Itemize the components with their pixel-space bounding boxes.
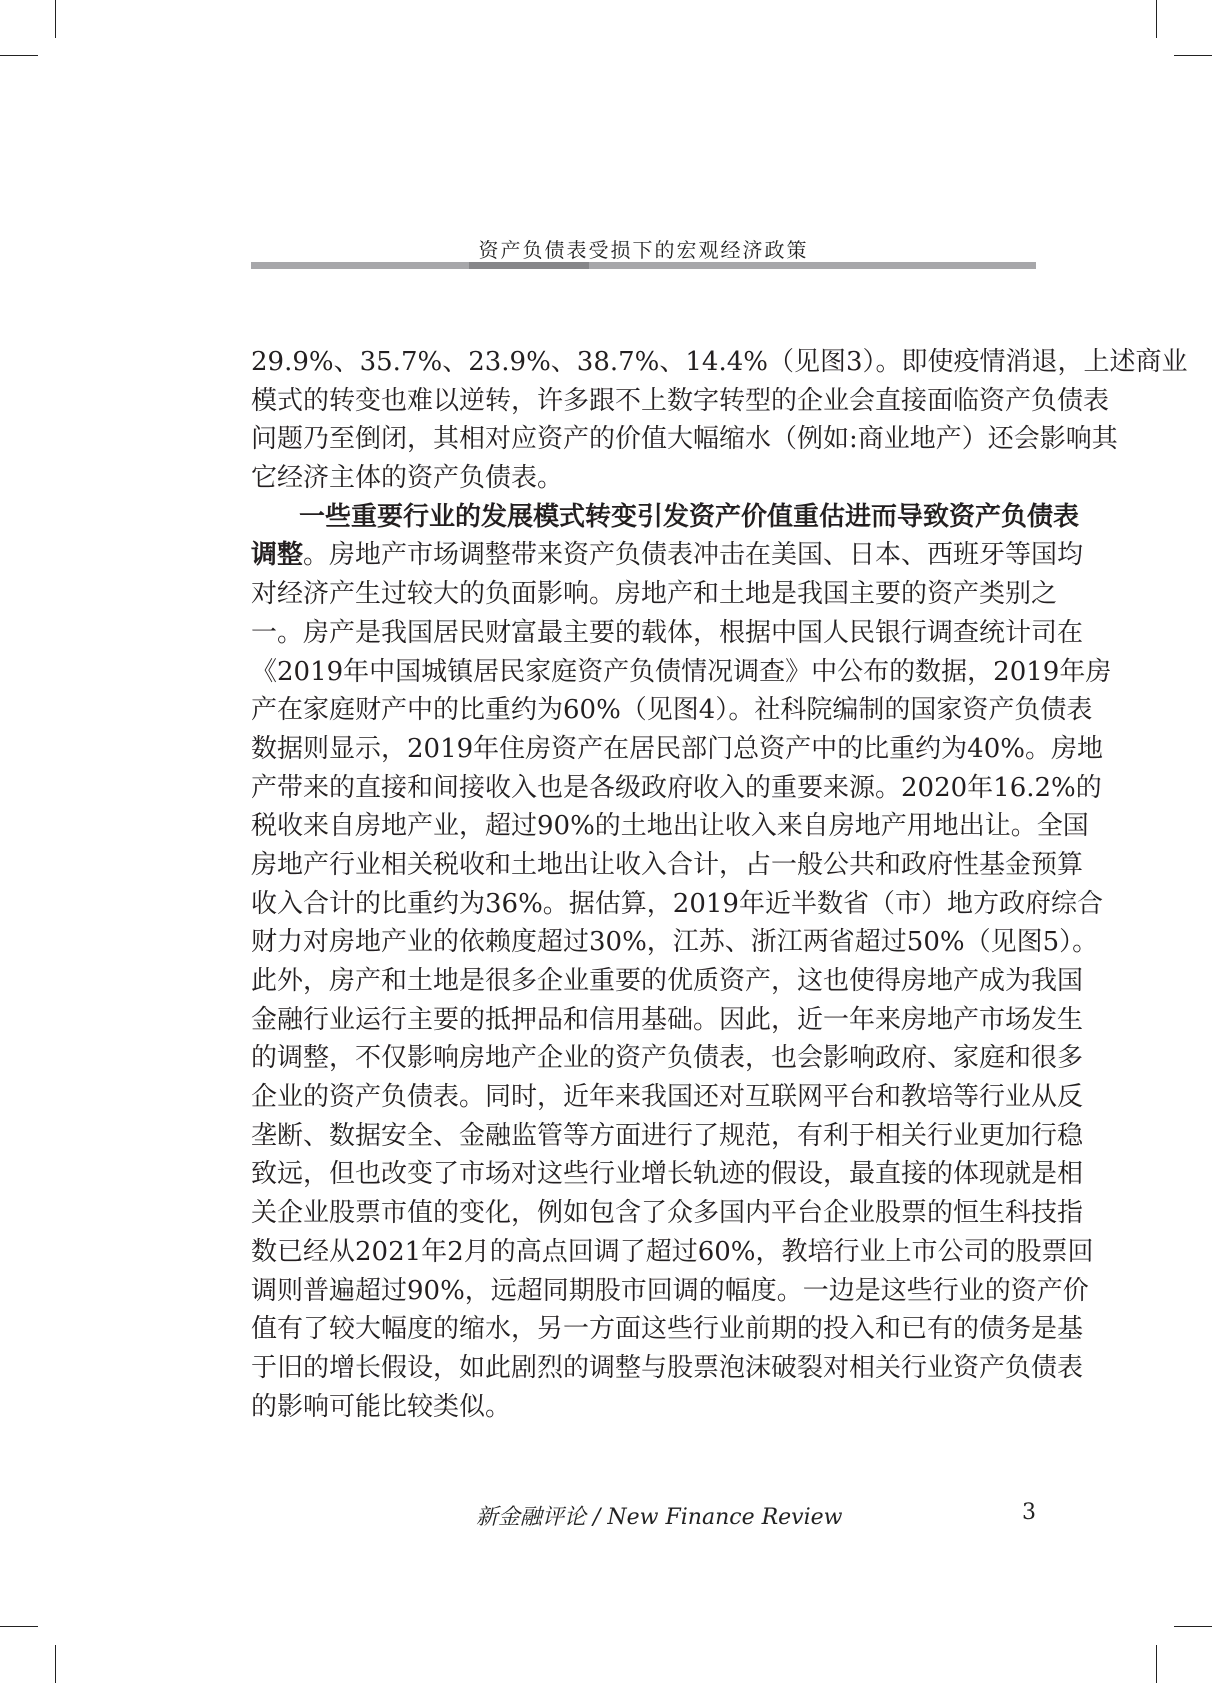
text-line	[251, 420, 1118, 459]
text-run: 此外，房产和土地是很多企业重要的优质资产，这也使得房地产成为我国	[251, 966, 1084, 996]
text-run: 数已经从2021年2月的高点回调了超过60%，教培行业上市公司的股票回	[251, 1236, 1094, 1267]
text-run: 企业的资产负债表。同时，近年来我国还对互联网平台和教培等行业从反	[251, 1082, 1084, 1113]
text-run: 财力对房地产业的依赖度超过30%，江苏、浙江两省超过50%（见图5）。	[251, 927, 1099, 958]
header-rule	[251, 262, 1036, 269]
text-run: 金融行业运行主要的抵押品和信用基础。因此，近一年来房地产市场发生	[251, 1004, 1084, 1035]
text-run: 致远，但也改变了市场对这些行业增长轨迹的假设，最直接的体现就是相	[251, 1159, 1084, 1190]
text-line	[251, 1233, 1094, 1272]
header-rule-accent	[469, 262, 589, 269]
bold-heading-text: 一些重要行业的发展模式转变引发资产价值重估进而导致资产负债表	[299, 501, 1080, 532]
text-run: 对经济产生过较大的负面影响。房地产和土地是我国主要的资产类别之	[251, 579, 1058, 610]
text-line	[251, 1310, 1084, 1349]
text-line	[251, 1272, 1089, 1311]
text-run: 数据则显示，2019年住房资产在居民部门总资产中的比重约为40%。房地	[251, 733, 1103, 764]
text-run: 的影响可能比较类似。	[251, 1391, 512, 1422]
text-line	[251, 730, 1103, 769]
text-line	[251, 962, 1084, 1001]
crop-mark	[0, 1626, 38, 1627]
text-line	[251, 575, 1058, 614]
text-line	[251, 1078, 1084, 1117]
text-line	[251, 769, 1102, 808]
body-text	[251, 343, 1188, 1426]
text-run: 它经济主体的资产负债表。	[251, 463, 564, 494]
crop-mark	[55, 0, 56, 38]
text-line	[251, 614, 1084, 653]
running-head-title: 资产负债表受损下的宏观经济政策	[478, 238, 809, 262]
footer-journal-name: 新金融评论 / New Finance Review	[476, 1505, 843, 1530]
text-line	[251, 498, 1080, 537]
text-run: 产在家庭财产中的比重约为60%（见图4）。社科院编制的国家资产负债表	[251, 695, 1093, 726]
text-run: 一。房产是我国居民财富最主要的载体，根据中国人民银行调查统计司在	[251, 617, 1084, 648]
text-line	[251, 923, 1099, 962]
text-run: 于旧的增长假设，如此剧烈的调整与股票泡沫破裂对相关行业资产负债表	[251, 1352, 1084, 1383]
crop-mark	[55, 1645, 56, 1683]
text-run: 的调整，不仅影响房地产企业的资产负债表，也会影响政府、家庭和很多	[251, 1043, 1084, 1074]
text-line	[251, 382, 1110, 421]
text-line	[251, 653, 1112, 692]
text-run: 模式的转变也难以逆转，许多跟不上数字转型的企业会直接面临资产负债表	[251, 385, 1110, 416]
text-line	[251, 691, 1093, 730]
text-run: 调则普遍超过90%，远超同期股市回调的幅度。一边是这些行业的资产价	[251, 1275, 1089, 1306]
paragraph	[251, 343, 1188, 498]
text-line	[251, 1155, 1084, 1194]
page-number: 3	[1022, 1500, 1036, 1525]
text-run: 产带来的直接和间接收入也是各级政府收入的重要来源。2020年16.2%的	[251, 772, 1102, 803]
text-run: 收入合计的比重约为36%。据估算，2019年近半数省（市）地方政府综合	[251, 888, 1103, 919]
crop-mark	[1156, 0, 1157, 38]
text-line	[251, 1194, 1084, 1233]
text-line	[251, 1388, 1036, 1427]
text-line	[251, 1001, 1084, 1040]
text-line	[251, 536, 1084, 575]
text-line	[251, 1117, 1084, 1156]
crop-mark	[1174, 55, 1212, 56]
bold-heading-text: 调整	[251, 540, 304, 571]
crop-mark	[1174, 1626, 1212, 1627]
text-run: 关企业股票市值的变化，例如包含了众多国内平台企业股票的恒生科技指	[251, 1198, 1084, 1229]
text-run: 《2019年中国城镇居民家庭资产负债情况调查》中公布的数据，2019年房	[251, 656, 1112, 687]
text-run: 税收来自房地产业，超过90%的土地出让收入来自房地产用地出让。全国	[251, 811, 1089, 842]
text-line	[251, 885, 1103, 924]
text-line	[251, 807, 1089, 846]
crop-mark	[0, 55, 38, 56]
text-line	[251, 343, 1188, 382]
text-run: 29.9%、35.7%、23.9%、38.7%、14.4%（见图3）。即使疫情消退，上述商业	[251, 347, 1188, 377]
text-line	[251, 1349, 1084, 1388]
text-line	[251, 1039, 1084, 1078]
text-run: 值有了较大幅度的缩水，另一方面这些行业前期的投入和已有的债务是基	[251, 1314, 1084, 1345]
crop-mark	[1156, 1645, 1157, 1683]
text-line	[251, 846, 1084, 885]
text-run: 。房地产市场调整带来资产负债表冲击在美国、日本、西班牙等国均	[303, 540, 1084, 571]
text-line	[251, 459, 1036, 498]
text-run: 垄断、数据安全、金融监管等方面进行了规范，有利于相关行业更加行稳	[251, 1120, 1084, 1151]
paragraph	[251, 498, 1112, 1427]
text-run: 房地产行业相关税收和土地出让收入合计，占一般公共和政府性基金预算	[251, 849, 1084, 880]
text-run: 问题乃至倒闭，其相对应资产的价值大幅缩水（例如:商业地产）还会影响其	[251, 424, 1118, 455]
